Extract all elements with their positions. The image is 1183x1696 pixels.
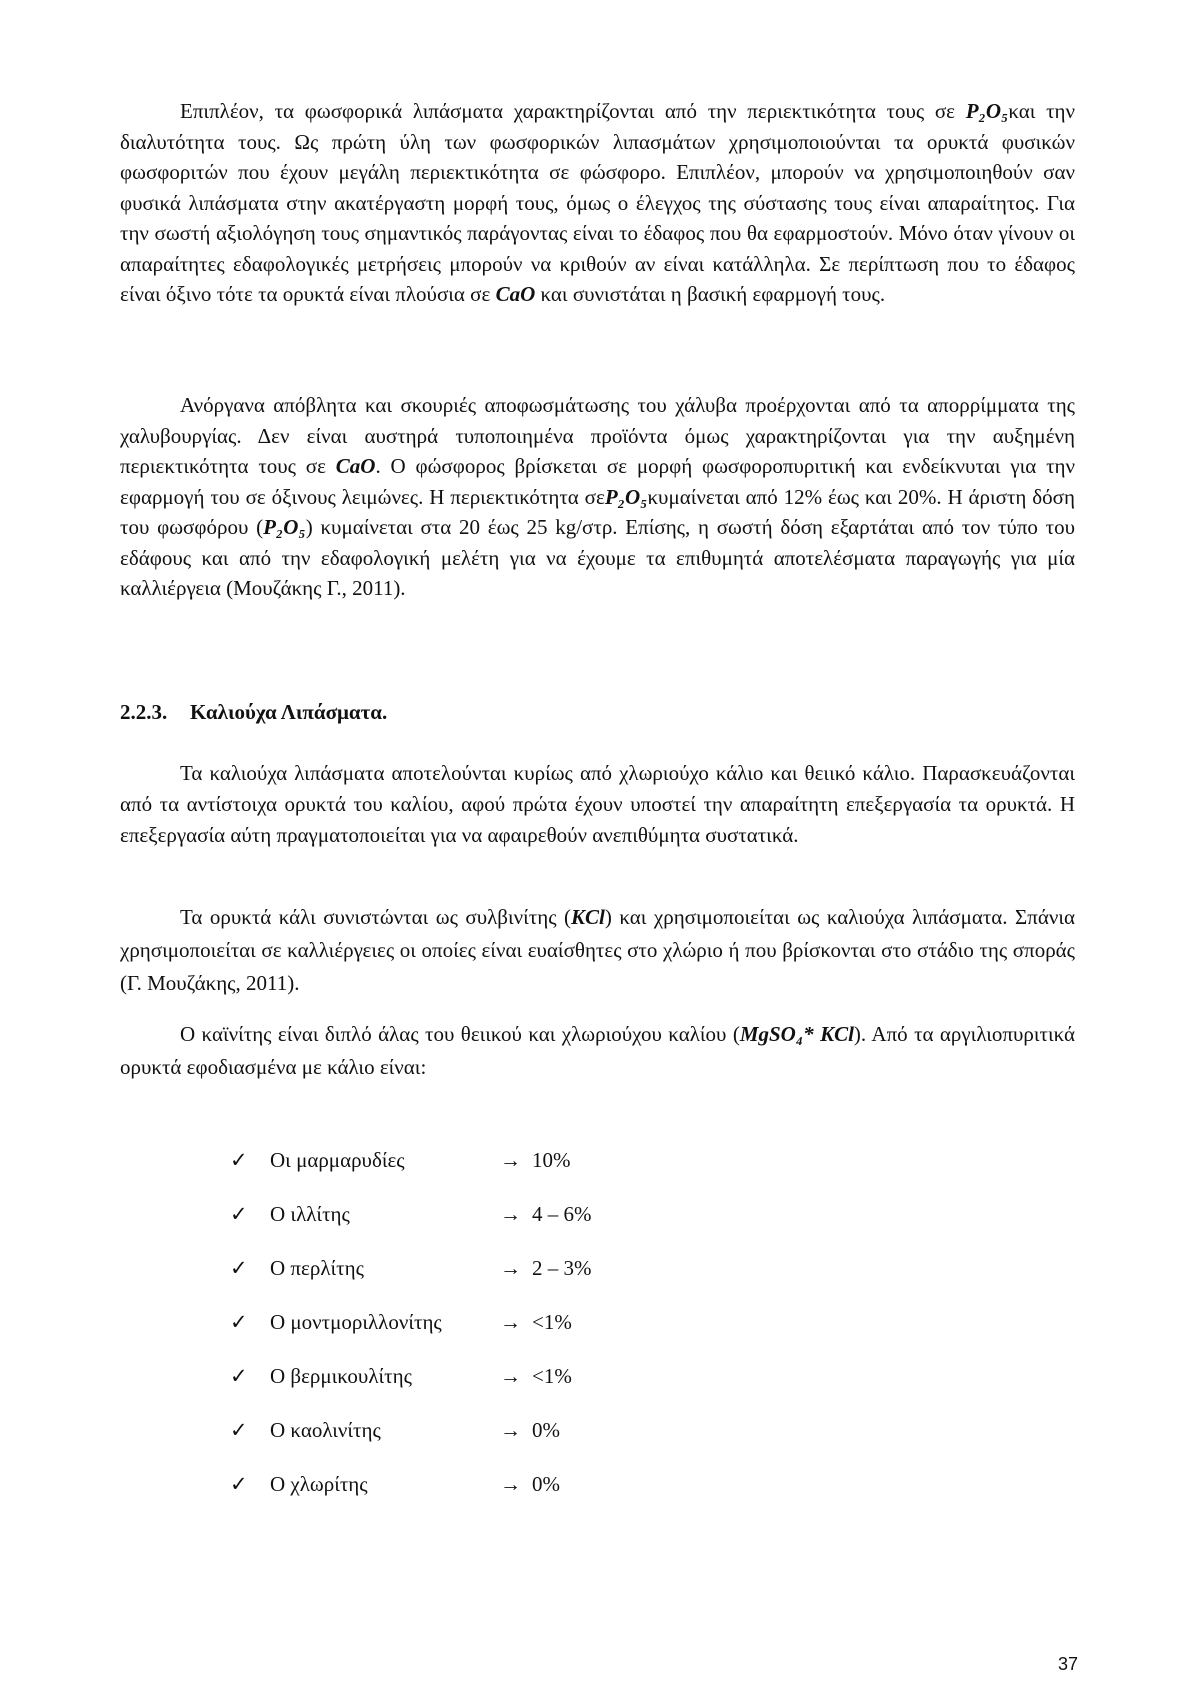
mineral-value: 10% (532, 1148, 571, 1172)
paragraph-potash-fertilizers: Τα καλιούχα λιπάσματα αποτελούνται κυρίως από χλωριούχο κάλιο και θειικό κάλιο. Παρασκευάζονται από τα αντίστοιχα ορυκτά του καλίου, αφού πρώτα έχουν υποστεί την απαραίτητη επεξεργασία τα ορυκτά. Η επεξεργασία αύτη πραγματοποιείται για να αφαιρεθούν ανεπιθύμητα συστατικά. (120, 761, 1075, 847)
arrow-right-icon: → (500, 1418, 521, 1442)
check-icon: ✓ (230, 1202, 248, 1226)
mineral-name: Ο βερμικουλίτης (270, 1364, 412, 1388)
list-item (230, 1310, 592, 1364)
mineral-name: Ο μοντμοριλλονίτης (270, 1310, 442, 1334)
formula-p2o5: P₂O₅ (604, 484, 648, 509)
formula-cao: CaO (335, 454, 376, 478)
check-icon: ✓ (230, 1418, 248, 1442)
mineral-name: Ο περλίτης (270, 1256, 364, 1280)
arrow-right-icon: → (500, 1148, 521, 1172)
mineral-value: 2 – 3% (532, 1256, 592, 1280)
mineral-value: 0% (532, 1418, 560, 1442)
check-icon: ✓ (230, 1256, 248, 1280)
check-icon: ✓ (230, 1148, 248, 1172)
list-item (230, 1256, 592, 1310)
list-item (230, 1418, 592, 1472)
text: και συνιστάται η βασική εφαρμογή τους. (535, 282, 886, 306)
text: και την διαλυτότητα τους. Ως πρώτη ύλη των φωσφορικών λιπασμάτων χρησιμοποιούνται τα ορυκτά φυσικών φωσφοριτών που έχουν μεγάλη περιεκτικότητα σε φώσφορο. Επιπλέον, μπορούν να χρησιμοποιηθούν σαν φυσικά λιπάσματα στην ακατέργαστη μορφή τους, όμως ο έλεγχος της σύστασης τους είναι απαραίτητος. Για την σωστή αξιολόγηση τους σημαντικός παράγοντας είναι το έδαφος που θα εφαρμοστούν. Μόνο όταν γίνουν οι απαραίτητες εδαφολογικές μετρήσεις μπορούν να κριθούν αν είναι κατάλληλα. Σε περίπτωση που το έδαφος είναι όξινο τότε τα ορυκτά είναι πλούσια σε (120, 99, 1075, 306)
section-title: Καλιούχα Λιπάσματα. (190, 700, 388, 724)
text: κυμαίνεται από 12% έως και 20%. Η άριστη δόση του φωσφόρου ( (120, 484, 1075, 539)
formula-p2o5: P₂O₅ (263, 515, 306, 539)
arrow-right-icon: → (500, 1310, 521, 1334)
arrow-right-icon: → (500, 1256, 521, 1280)
arrow-right-icon: → (500, 1202, 521, 1226)
page-number: 37 (1058, 1654, 1079, 1674)
text: Ο καϊνίτης είναι διπλό άλας του θειικού και χλωριούχου καλίου ( (180, 1022, 740, 1046)
text: ) και χρησιμοποιείται ως καλιούχα λιπάσματα. Σπάνια χρησιμοποιείται σε καλλιέργειες οι οποίες είναι ευαίσθητες στο χλώριο ή που βρίσκονται στο στάδιο της σποράς (Γ. Μουζάκης, 2011). (120, 905, 1075, 995)
mineral-name: Ο καολινίτης (270, 1418, 381, 1442)
paragraph-slag (120, 390, 1075, 604)
text: ). Από τα αργιλιοπυριτικά ορυκτά εφοδιασμένα με κάλιο είναι: (120, 1022, 1076, 1079)
mineral-value: <1% (532, 1364, 572, 1388)
list-item (230, 1472, 592, 1526)
section-number: 2.2.3. (120, 700, 168, 724)
text: ) κυμαίνεται στα 20 έως 25 kg/στρ. Επίσης, η σωστή δόση εξαρτάται από τον τύπο του εδάφους και από την εδαφολογική μελέτη για να έχουμε τα επιθυμητά αποτελέσματα παραγωγής για μία καλλιέργεια (Μουζάκης Γ., 2011). (120, 515, 1076, 600)
paragraph-sylvinite (120, 901, 1075, 1000)
text: Επιπλέον, τα φωσφορικά λιπάσματα χαρακτηρίζονται από την περιεκτικότητα τους σε (180, 99, 966, 123)
check-icon: ✓ (230, 1472, 248, 1496)
check-icon: ✓ (230, 1364, 248, 1388)
arrow-right-icon: → (500, 1472, 521, 1496)
text: Ανόργανα απόβλητα και σκουριές αποφωσμάτωσης του χάλυβα προέρχονται από τα απορρίμματα της χαλυβουργίας. Δεν είναι αυστηρά τυποποιημένα προϊόντα όμως χαρακτηρίζονται για την αυξημένη περιεκτικότητα τους σε (120, 393, 1075, 478)
mineral-value: <1% (532, 1310, 572, 1334)
list-item (230, 1202, 592, 1256)
paragraph-phosphate-fertilizers (120, 96, 1075, 310)
formula-mgso4-kcl: MgSO₄* KCl (739, 1022, 854, 1046)
mineral-value: 4 – 6% (532, 1202, 592, 1226)
section-heading (120, 700, 387, 725)
list-item (230, 1148, 592, 1202)
list-item (230, 1364, 592, 1418)
text: . Ο φώσφορος βρίσκεται σε μορφή φωσφοροπυριτική και ενδείκνυται για την εφαρμογή του σε όξινους λειμώνες. Η περιεκτικότητα σε (120, 454, 1075, 509)
mineral-value: 0% (532, 1472, 560, 1496)
formula-kcl: KCl (571, 905, 605, 929)
minerals-list (230, 1148, 592, 1526)
mineral-name: Ο χλωρίτης (270, 1472, 368, 1496)
arrow-right-icon: → (500, 1364, 521, 1388)
text: Τα ορυκτά κάλι συνιστώνται ως συλβινίτης ( (180, 905, 571, 929)
formula-p2o5: P₂O₅ (965, 99, 1009, 123)
paragraph-kainite (120, 1018, 1075, 1084)
check-icon: ✓ (230, 1310, 248, 1334)
formula-cao: CaO (495, 282, 536, 306)
mineral-name: Οι μαρμαρυδίες (270, 1148, 405, 1172)
mineral-name: Ο ιλλίτης (270, 1202, 350, 1226)
